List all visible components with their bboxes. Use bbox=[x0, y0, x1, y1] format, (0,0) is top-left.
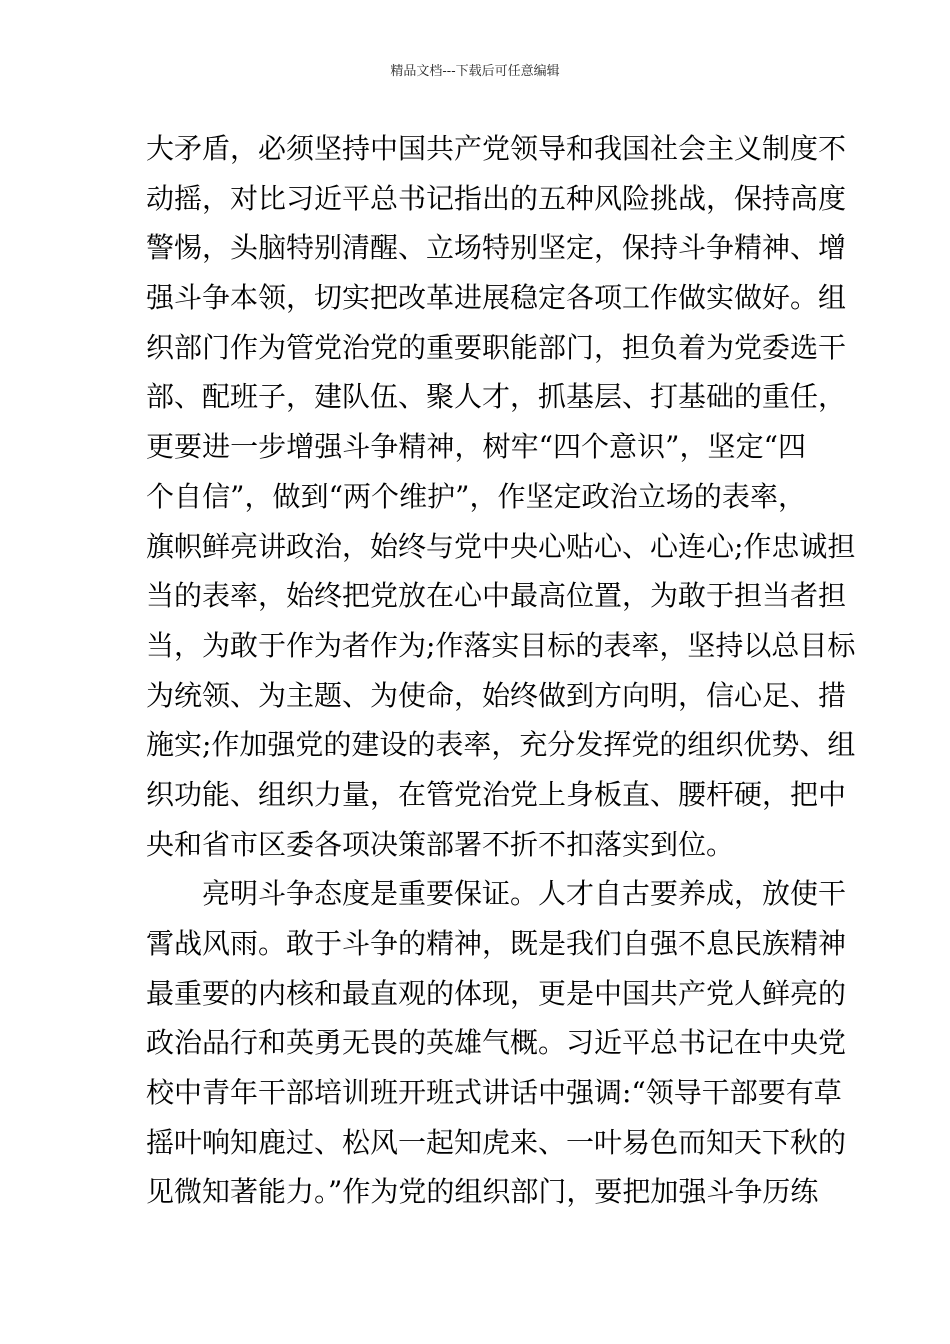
text-line: 政治品行和英勇无畏的英雄气概。习近平总书记在中央党 bbox=[146, 1026, 847, 1060]
paragraph bbox=[146, 124, 856, 869]
text-line: 当，为敢于作为者作为;作落实目标的表率，坚持以总目标 bbox=[146, 628, 856, 662]
text-line: 当的表率，始终把党放在心中最高位置，为敢于担当者担 bbox=[146, 579, 847, 613]
text-line: 校中青年干部培训班开班式讲话中强调:“领导干部要有草 bbox=[146, 1076, 842, 1110]
text-line: 动摇，对比习近平总书记指出的五种风险挑战，保持高度 bbox=[146, 181, 847, 215]
text-line: 央和省市区委各项决策部署不折不扣落实到位。 bbox=[146, 827, 735, 861]
text-line: 摇叶响知鹿过、松风一起知虎来、一叶易色而知天下秋的 bbox=[146, 1125, 847, 1159]
text-line: 旗帜鲜亮讲政治，始终与党中央心贴心、心连心;作忠诚担 bbox=[146, 529, 856, 563]
text-line: 警惕，头脑特别清醒、立场特别坚定，保持斗争精神、增 bbox=[146, 231, 847, 265]
header-note: 精品文档---下载后可任意编辑 bbox=[390, 64, 560, 79]
text-line: 强斗争本领，切实把改革进展稳定各项工作做实做好。组 bbox=[146, 281, 847, 315]
text-line: 更要进一步增强斗争精神，树牢“四个意识”，坚定“四 bbox=[146, 430, 806, 464]
document-body bbox=[146, 124, 856, 1217]
text-line: 霄战风雨。敢于斗争的精神，既是我们自强不息民族精神 bbox=[146, 927, 847, 960]
paragraph bbox=[146, 869, 847, 1217]
text-line: 最重要的内核和最直观的体现，更是中国共产党人鲜亮的 bbox=[146, 976, 847, 1010]
text-line: 亮明斗争态度是重要保证。人才自古要养成，放使干 bbox=[202, 877, 847, 911]
text-line: 施实;作加强党的建设的表率，充分发挥党的组织优势、组 bbox=[146, 728, 856, 762]
text-line: 部、配班子，建队伍、聚人才，抓基层、打基础的重任， bbox=[146, 380, 847, 414]
text-line: 为统领、为主题、为使命，始终做到方向明，信心足、措 bbox=[146, 678, 847, 712]
text-line: 织功能、组织力量，在管党治党上身板直、腰杆硬，把中 bbox=[146, 777, 847, 811]
text-line: 大矛盾，必须坚持中国共产党领导和我国社会主义制度不 bbox=[146, 132, 847, 165]
text-line: 见微知著能力。”作为党的组织部门，要把加强斗争历练 bbox=[146, 1175, 819, 1209]
text-line: 织部门作为管党治党的重要职能部门，担负着为党委选干 bbox=[146, 330, 847, 364]
text-line: 个自信”，做到“两个维护”，作坚定政治立场的表率， bbox=[146, 479, 806, 513]
